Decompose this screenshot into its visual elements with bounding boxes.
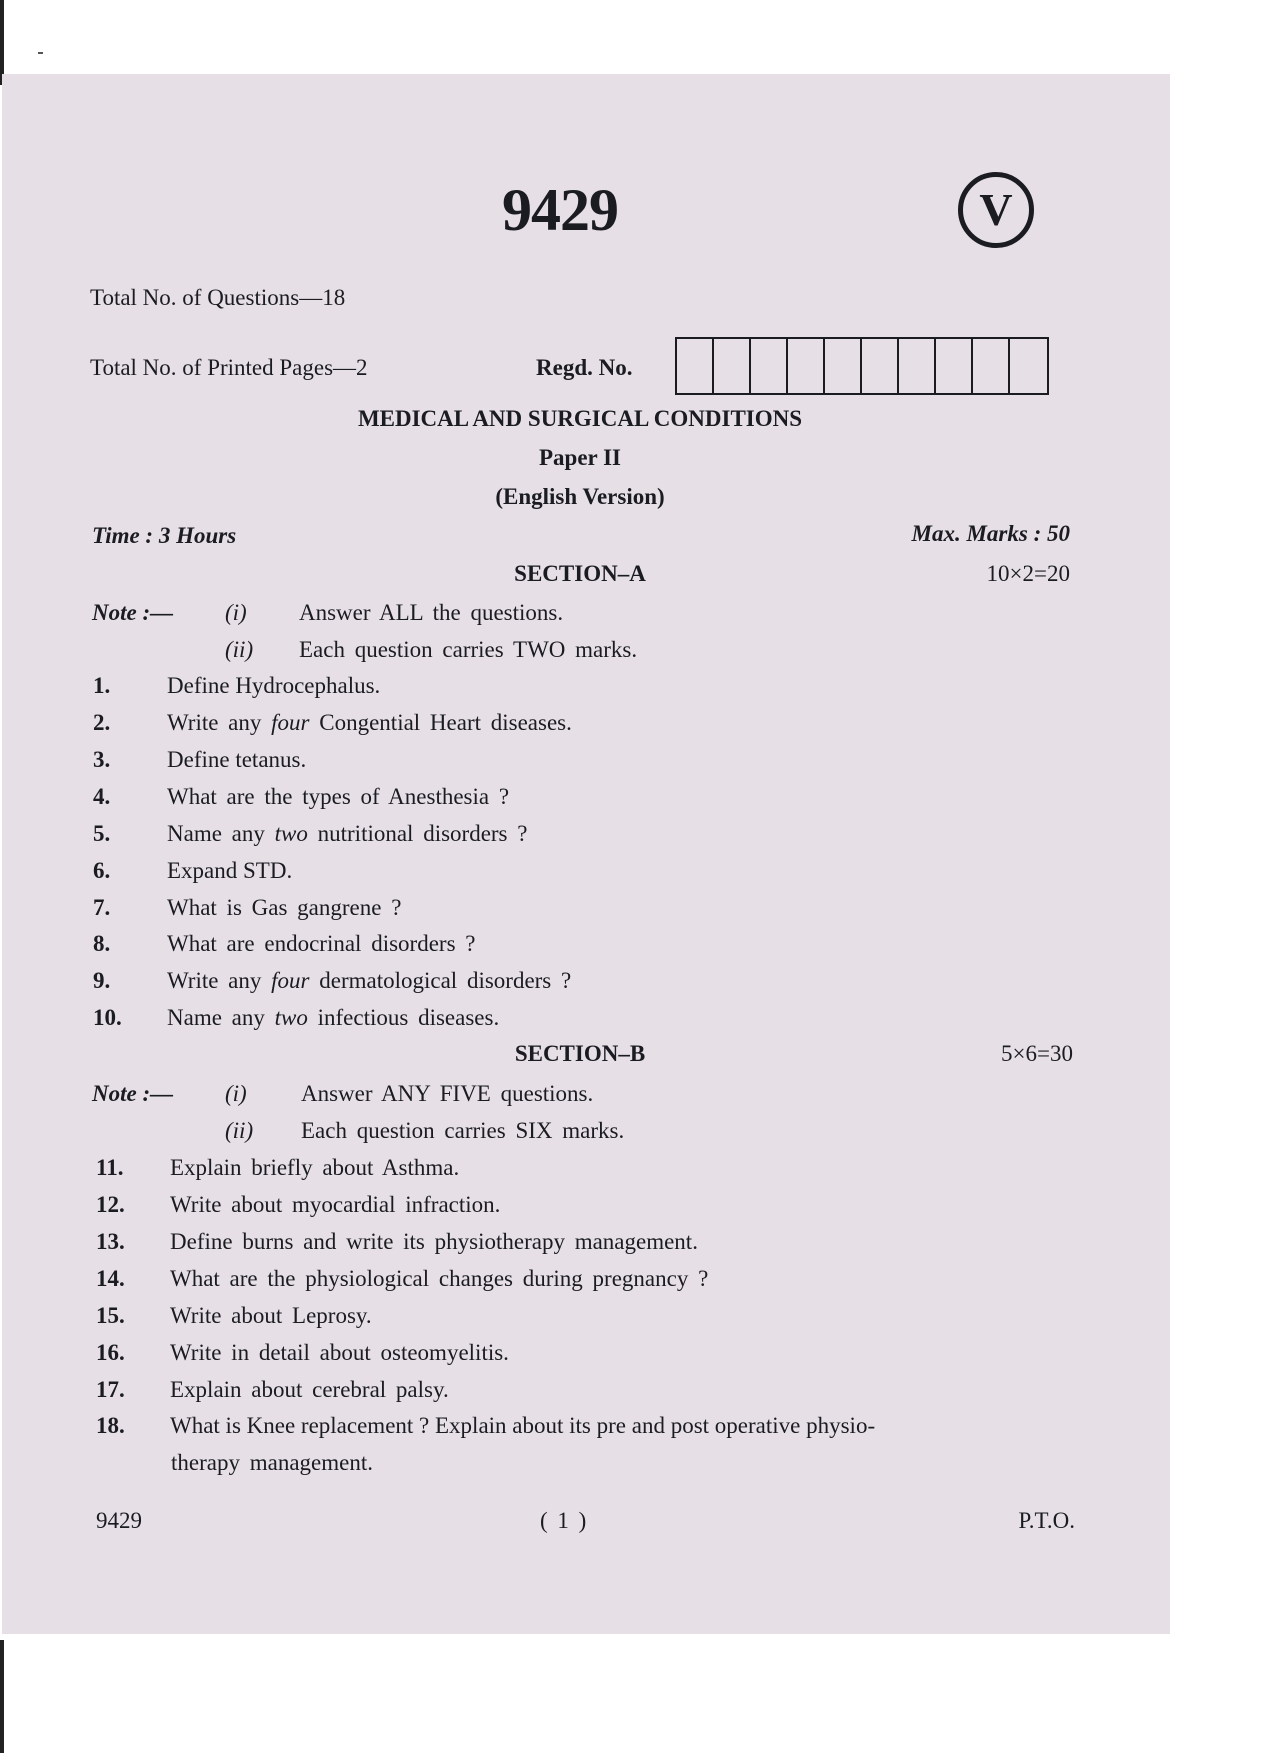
question-number: 11. [96, 1155, 124, 1180]
regd-label: Regd. No. [536, 355, 633, 380]
question-emphasis: two [274, 1005, 308, 1030]
pto-label: P.T.O. [1018, 1508, 1075, 1533]
question-item [96, 1413, 875, 1439]
question-number: 9. [93, 968, 111, 993]
regd-box[interactable] [751, 339, 788, 393]
note-text: Answer ANY FIVE questions. [301, 1081, 594, 1106]
question-text: What are the physiological changes during pregnancy ? [170, 1266, 709, 1291]
question-text: Define burns and write its physiotherapy management. [170, 1229, 698, 1254]
question-number: 5. [93, 821, 111, 846]
scan-mark [38, 52, 43, 54]
regd-box[interactable] [788, 339, 825, 393]
note-number: (i) [225, 1081, 247, 1106]
question-text: Write about Leprosy. [170, 1303, 372, 1328]
question-text: Write in detail about osteomyelitis. [170, 1340, 509, 1365]
scan-edge [0, 1640, 4, 1753]
regd-box[interactable] [862, 339, 899, 393]
regd-box[interactable] [825, 339, 862, 393]
question-item [96, 1229, 698, 1255]
question-text: Define Hydrocephalus. [167, 673, 381, 698]
question-emphasis: four [271, 968, 310, 993]
question-text: dermatological disorders ? [309, 968, 572, 993]
scan-edge [0, 0, 4, 85]
question-item [93, 673, 380, 699]
question-emphasis: four [271, 710, 310, 735]
section-a-heading: SECTION–A [514, 561, 646, 586]
question-number: 13. [96, 1229, 125, 1254]
question-text: What are endocrinal disorders ? [167, 931, 476, 956]
question-text: infectious diseases. [307, 1005, 500, 1030]
question-item [93, 710, 572, 736]
question-item [93, 1005, 499, 1031]
question-item [93, 931, 475, 957]
total-questions: Total No. of Questions—18 [90, 285, 346, 310]
section-a-marks: 10×2=20 [986, 561, 1070, 586]
regd-box[interactable] [714, 339, 751, 393]
paper-number: Paper II [539, 445, 621, 470]
question-text: Write any [167, 968, 272, 993]
total-pages: Total No. of Printed Pages—2 [90, 355, 368, 380]
question-text: What is Knee replacement ? Explain about its pre and post operative physio- [170, 1413, 876, 1438]
note-number: (ii) [225, 637, 254, 662]
question-item [96, 1155, 459, 1181]
question-number: 8. [93, 931, 111, 956]
question-number: 16. [96, 1340, 125, 1365]
question-text: What is Gas gangrene ? [167, 895, 402, 920]
note-text: Each question carries SIX marks. [301, 1118, 625, 1143]
question-text: Name any [167, 1005, 275, 1030]
question-text: Expand STD. [167, 858, 293, 883]
question-number: 1. [93, 673, 111, 698]
question-text: Name any [167, 821, 275, 846]
regd-number-boxes [675, 337, 1049, 395]
regd-box[interactable] [677, 339, 714, 393]
question-number: 12. [96, 1192, 125, 1217]
question-text: What are the types of Anesthesia ? [167, 784, 510, 809]
note-text: Each question carries TWO marks. [299, 637, 638, 662]
question-number: 14. [96, 1266, 125, 1291]
section-b-heading: SECTION–B [514, 1041, 646, 1066]
question-item [96, 1303, 372, 1329]
question-number: 17. [96, 1377, 125, 1402]
question-item [93, 895, 401, 921]
question-text: Write about myocardial infraction. [170, 1192, 501, 1217]
question-text: Explain about cerebral palsy. [170, 1377, 449, 1402]
question-item [96, 1377, 449, 1403]
question-continuation: therapy management. [171, 1450, 373, 1475]
version-badge: V [958, 172, 1034, 248]
question-item [93, 858, 292, 884]
question-number: 4. [93, 784, 111, 809]
note-number: (ii) [225, 1118, 254, 1143]
question-emphasis: two [274, 821, 308, 846]
version-label: (English Version) [495, 484, 665, 509]
question-number: 6. [93, 858, 111, 883]
regd-box[interactable] [973, 339, 1010, 393]
question-text: Write any [167, 710, 272, 735]
question-item [96, 1192, 500, 1218]
question-text: Define tetanus. [167, 747, 307, 772]
question-number: 3. [93, 747, 111, 772]
question-item [96, 1266, 708, 1292]
question-number: 15. [96, 1303, 125, 1328]
question-number: 10. [93, 1005, 122, 1030]
section-b-marks: 5×6=30 [1001, 1041, 1073, 1066]
question-item [96, 1340, 509, 1366]
note-number: (i) [225, 600, 247, 625]
question-item [93, 821, 527, 847]
regd-box[interactable] [936, 339, 973, 393]
question-text: nutritional disorders ? [307, 821, 528, 846]
note-label: Note :— [92, 1081, 174, 1106]
regd-box[interactable] [899, 339, 936, 393]
footer-code: 9429 [96, 1508, 142, 1533]
question-text: Explain briefly about Asthma. [170, 1155, 460, 1180]
question-item [93, 784, 509, 810]
paper-code: 9429 [502, 177, 618, 243]
note-text: Answer ALL the questions. [299, 600, 564, 625]
exam-time: Time : 3 Hours [92, 523, 237, 548]
question-number: 7. [93, 895, 111, 920]
note-label: Note :— [92, 600, 174, 625]
subject-title: MEDICAL AND SURGICAL CONDITIONS [357, 406, 803, 431]
question-number: 18. [96, 1413, 125, 1438]
question-text: Congential Heart diseases. [309, 710, 572, 735]
max-marks: Max. Marks : 50 [911, 521, 1070, 546]
question-item [93, 968, 571, 994]
question-number: 2. [93, 710, 111, 735]
question-item [93, 747, 306, 773]
page-number: ( 1 ) [540, 1508, 587, 1533]
regd-box[interactable] [1010, 339, 1047, 393]
